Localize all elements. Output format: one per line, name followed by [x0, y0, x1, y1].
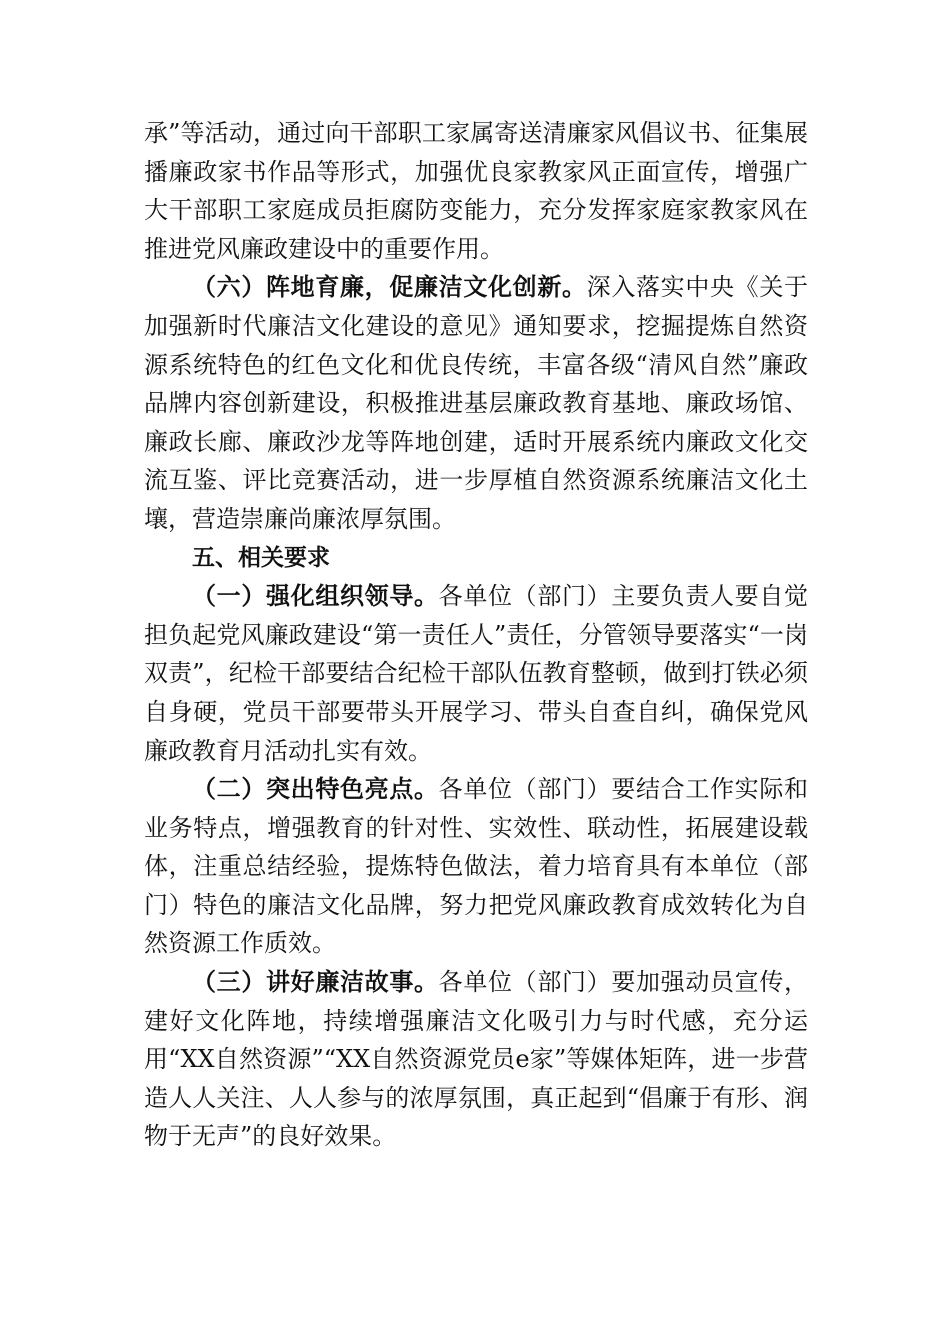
section-heading: 五、相关要求	[192, 544, 330, 571]
requirement-item-one	[144, 577, 808, 770]
requirement-item-two	[144, 770, 808, 963]
paragraph-text: 各单位（部门）要加强动员宣传，建好文化阵地，持续增强廉洁文化吸引力与时代感，充分运用“XX自然资源”“XX自然资源党员e家”等媒体矩阵，进一步营造人人关注、人人参与的浓厚氛围，真正起到“倡廉于有形、润物于无声”的良好效果。	[144, 968, 809, 1151]
paragraph-continuation	[144, 114, 808, 268]
document-body	[144, 114, 808, 1156]
paragraph-item-six	[144, 268, 808, 538]
paragraph-text: 深入落实中央《关于加强新时代廉洁文化建设的意见》通知要求，挖掘提炼自然资源系统特色的红色文化和优良传统，丰富各级“清风自然”廉政品牌内容创新建设，积极推进基层廉政教育基地、廉政场馆、廉政长廊、廉政沙龙等阵地创建，适时开展系统内廉政文化交流互鉴、评比竞赛活动，进一步厚植自然资源系统廉洁文化土壤，营造崇廉尚廉浓厚氛围。	[144, 273, 809, 533]
paragraph-text: 承”等活动，通过向干部职工家属寄送清廉家风倡议书、征集展播廉政家书作品等形式，加强优良家教家风正面宣传，增强广大干部职工家庭成员拒腐防变能力，充分发挥家庭家教家风在推进党风廉政建设中的重要作用。	[144, 119, 808, 263]
paragraph-text: 各单位（部门）主要负责人要自觉担负起党风廉政建设“第一责任人”责任，分管领导要落实“一岗双责”，纪检干部要结合纪检干部队伍教育整顿，做到打铁必须自身硬，党员干部要带头开展学习、带头自查自纠，确保党风廉政教育月活动扎实有效。	[144, 582, 809, 765]
paragraph-lead: （二）突出特色亮点。	[192, 774, 439, 804]
requirement-item-three	[144, 963, 808, 1156]
paragraph-lead: （一）强化组织领导。	[192, 581, 439, 611]
paragraph-lead: （三）讲好廉洁故事。	[192, 967, 439, 997]
paragraph-text: 各单位（部门）要结合工作实际和业务特点，增强教育的针对性、实效性、联动性，拓展建设载体，注重总结经验，提炼特色做法，着力培育具有本单位（部门）特色的廉洁文化品牌，努力把党风廉政教育成效转化为自然资源工作质效。	[144, 775, 809, 958]
paragraph-lead: （六）阵地育廉，促廉洁文化创新。	[192, 272, 587, 302]
